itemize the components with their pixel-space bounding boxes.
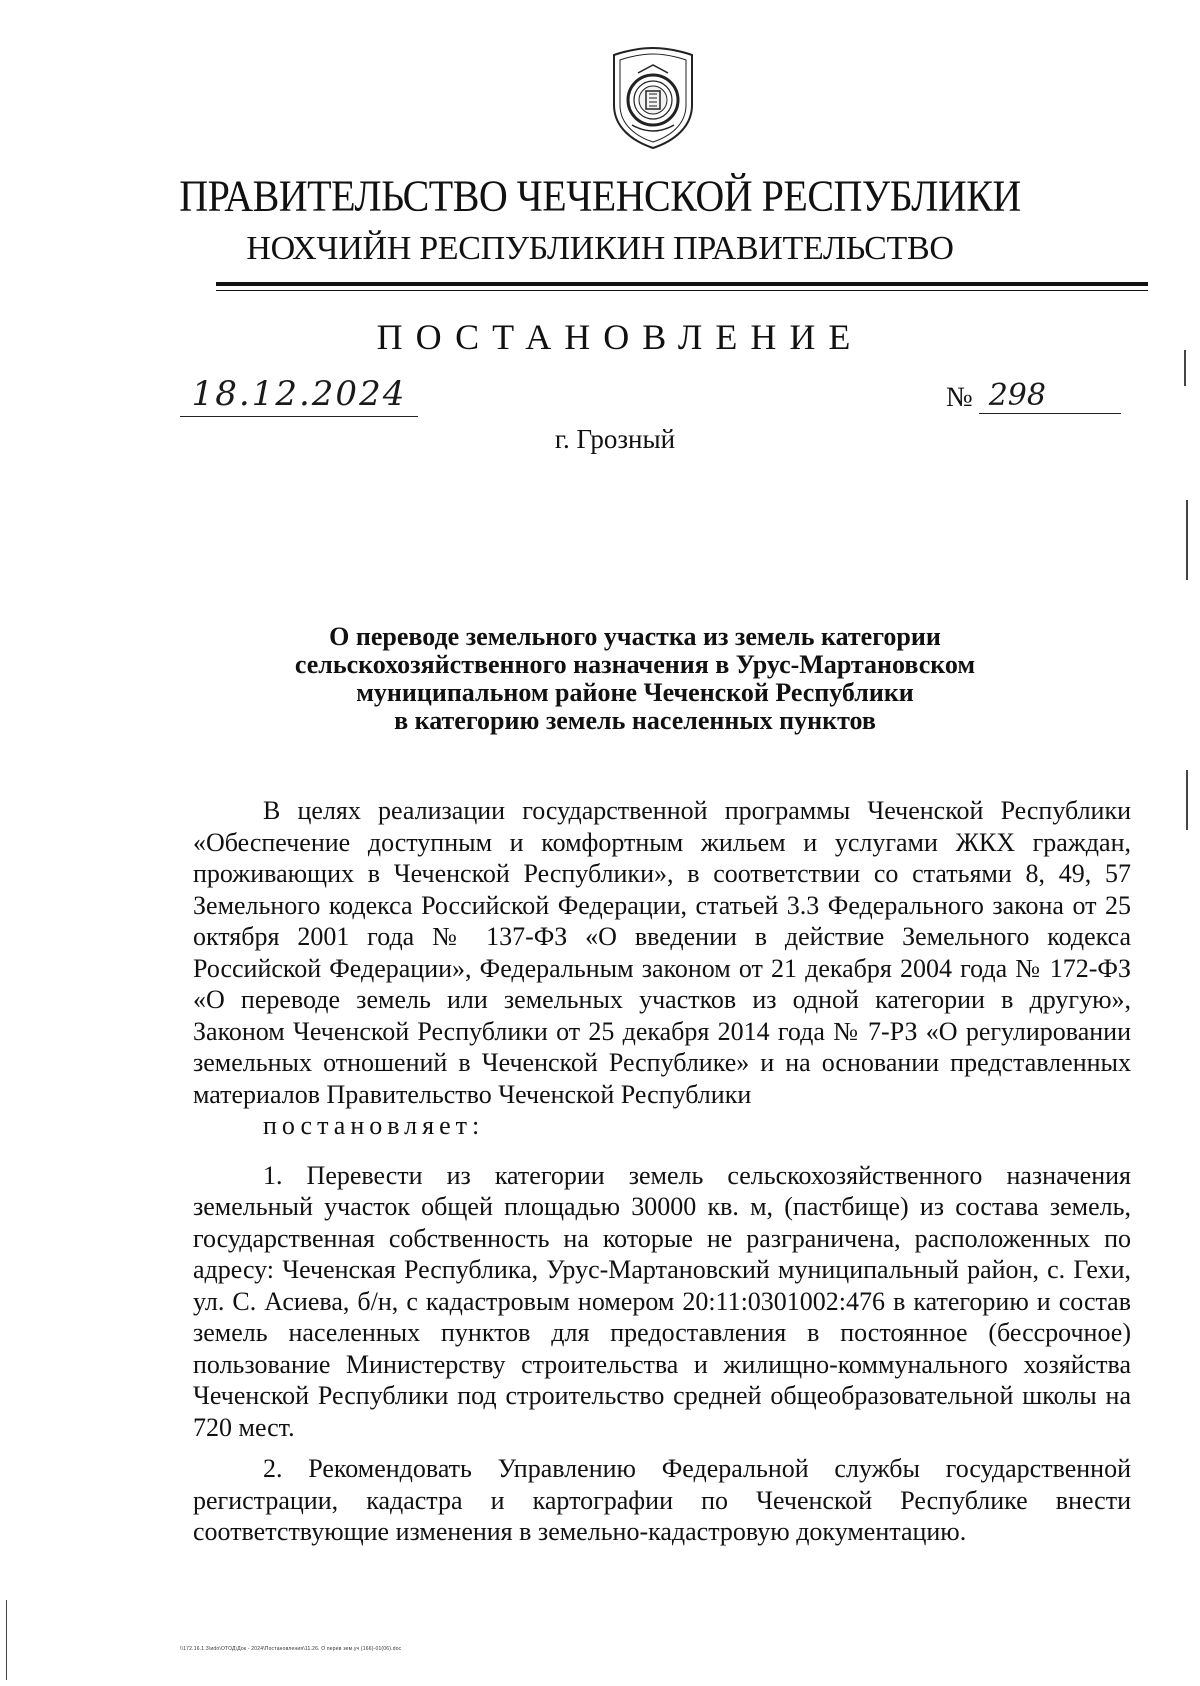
number-sign: № (946, 382, 973, 413)
government-name-chechen: НОХЧИЙН РЕСПУБЛИКИН ПРАВИТЕЛЬСТВО (246, 230, 954, 267)
scan-edge-line (1186, 500, 1188, 580)
document-body (193, 795, 1131, 1548)
resolve-word: постановляет: (263, 1111, 485, 1140)
title-line: муниципальном районе Чеченской Республики (356, 678, 914, 707)
preamble-paragraph: В целях реализации государственной программы Чеченской Республики «Обеспечение доступным и комфортным жильем и услугами ЖКХ граждан, проживающих в Чеченской Республики», в соответствии со статьями 8, 49, 57 Земельного кодекса Российской Федерации, статьей 3.3 Федерального закона от 25 октября 2001 года № 137-ФЗ «О введении в действие Земельного кодекса Российской Федерации», Федеральным законом от 21 декабря 2004 года № 172-ФЗ «О переводе земель или земельных участков из одной категории в другую», Законом Чеченской Республики от 25 декабря 2014 года № 7-РЗ «О регулировании земельных отношений в Чеченской Республике» и на основании представленных материалов Правительство Чеченской Республики (193, 796, 1131, 1109)
file-path-footer: \\172.16.1.3\иdo\ОТОД\Док - 2024\Постановления\11.26. О перев зем уч (166)-01(06).doc (180, 1646, 402, 1652)
document-city: г. Грозный (554, 424, 676, 454)
scan-edge-line (1184, 350, 1186, 386)
item-1-paragraph: 1. Перевести из категории земель сельскохозяйственного назначения земельный участок общей площадью 30000 кв. м, (пастбище) из состава земель, государственная собственность на которые не разграничена, расположенных по адресу: Чеченская Республика, Урус-Мартановский муниципальный район, с. Гехи, ул. С. Асиева, б/н, с кадастровым номером 20:11:0301002:476 в категорию и состав земель населенных пунктов для предоставления в постоянное (бессрочное) пользование Министерству строительства и жилищно-коммунального хозяйства Чеченской Республики под строительство средней общеобразовательной школы на 720 мест. (193, 1160, 1131, 1442)
title-line: в категорию земель населенных пунктов (394, 706, 876, 735)
document-date: 18.12.2024 (180, 374, 418, 417)
scan-edge-line (1186, 770, 1188, 830)
number-value: 298 (979, 378, 1121, 414)
title-line: О переводе земельного участка из земель категории (329, 622, 941, 651)
header-divider-thick (216, 282, 1148, 286)
document-number (946, 378, 1121, 414)
item-2-paragraph: 2. Рекомендовать Управлению Федеральной службы государственной регистрации, кадастра и картографии по Чеченской Республике внести соответствующие изменения в земельно-кадастровую документацию. (193, 1454, 1131, 1546)
document-type: ПОСТАНОВЛЕНИЕ (376, 317, 864, 357)
header-divider-thin (216, 290, 1148, 291)
title-line: сельскохозяйственного назначения в Урус-Мартановском (294, 650, 976, 679)
coat-of-arms-emblem (608, 45, 698, 151)
scan-edge-line (6, 1600, 7, 1680)
government-name-russian: ПРАВИТЕЛЬСТВО ЧЕЧЕНСКОЙ РЕСПУБЛИКИ (179, 170, 1021, 221)
document-title (200, 623, 1070, 735)
